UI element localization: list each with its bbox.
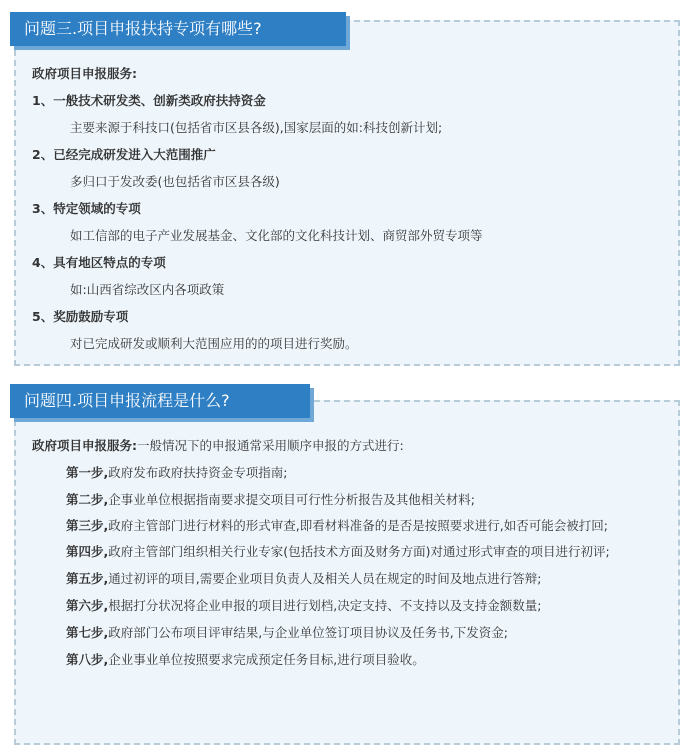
section3-panel bbox=[14, 20, 680, 366]
section4-heading: 政府项目申报服务: bbox=[32, 438, 137, 453]
step-label: 第一步, bbox=[66, 465, 109, 480]
section4-panel bbox=[14, 400, 680, 745]
step bbox=[32, 539, 666, 565]
section3-title: 问题三.项目申报扶持专项有哪些? bbox=[10, 12, 346, 46]
step-text: 企业事业单位按照要求完成预定任务目标,进行项目验收。 bbox=[108, 652, 425, 667]
item-desc: 如:山西省综改区内各项政策 bbox=[70, 282, 225, 297]
step-text: 政府主管部门进行材料的形式审查,即看材料准备的是否是按照要求进行,如否可能会被打回; bbox=[108, 518, 608, 533]
step bbox=[32, 646, 666, 673]
step-text: 政府主管部门组织相关行业专家(包括技术方面及财务方面)对通过形式审查的项目进行初评; bbox=[108, 544, 610, 559]
item-label: 5、奖励鼓励专项 bbox=[32, 309, 129, 324]
step-label: 第七步, bbox=[66, 625, 109, 640]
item-label: 4、具有地区特点的专项 bbox=[32, 255, 166, 270]
step-text: 政府部门公布项目评审结果,与企业单位签订项目协议及任务书,下发资金; bbox=[108, 625, 508, 640]
step-label: 第三步, bbox=[66, 518, 109, 533]
item-desc: 如工信部的电子产业发展基金、文化部的文化科技计划、商贸部外贸专项等 bbox=[70, 228, 483, 243]
step-label: 第八步, bbox=[66, 652, 109, 667]
step bbox=[32, 513, 666, 539]
section4-intro-line bbox=[32, 432, 666, 459]
item-desc: 多归口于发改委(也包括省市区县各级) bbox=[70, 174, 280, 189]
item-label: 2、已经完成研发进入大范围推广 bbox=[32, 147, 216, 162]
item-label: 3、特定领域的专项 bbox=[32, 201, 141, 216]
section4-content bbox=[32, 432, 666, 673]
step bbox=[32, 565, 666, 592]
step-text: 根据打分状况将企业申报的项目进行划档,决定支持、不支持以及支持金额数量; bbox=[108, 598, 542, 613]
step bbox=[32, 592, 666, 619]
step bbox=[32, 459, 666, 486]
section4-title: 问题四.项目申报流程是什么? bbox=[10, 384, 310, 418]
step bbox=[32, 486, 666, 513]
step-label: 第六步, bbox=[66, 598, 109, 613]
step-label: 第五步, bbox=[66, 571, 109, 586]
step-label: 第四步, bbox=[66, 544, 109, 559]
item-desc: 对已完成研发或顺利大范围应用的的项目进行奖励。 bbox=[70, 336, 358, 351]
section3-content bbox=[32, 60, 666, 357]
section4-intro: 一般情况下的申报通常采用顺序申报的方式进行: bbox=[137, 438, 404, 453]
step-text: 企事业单位根据指南要求提交项目可行性分析报告及其他相关材料; bbox=[108, 492, 475, 507]
step-text: 政府发布政府扶持资金专项指南; bbox=[108, 465, 288, 480]
step-text: 通过初评的项目,需要企业项目负责人及相关人员在规定的时间及地点进行答辩; bbox=[108, 571, 542, 586]
step-label: 第二步, bbox=[66, 492, 109, 507]
step bbox=[32, 619, 666, 646]
section3-heading: 政府项目申报服务: bbox=[32, 66, 137, 81]
item-desc: 主要来源于科技口(包括省市区县各级),国家层面的如:科技创新计划; bbox=[70, 120, 443, 135]
item-label: 1、一般技术研发类、创新类政府扶持资金 bbox=[32, 93, 266, 108]
